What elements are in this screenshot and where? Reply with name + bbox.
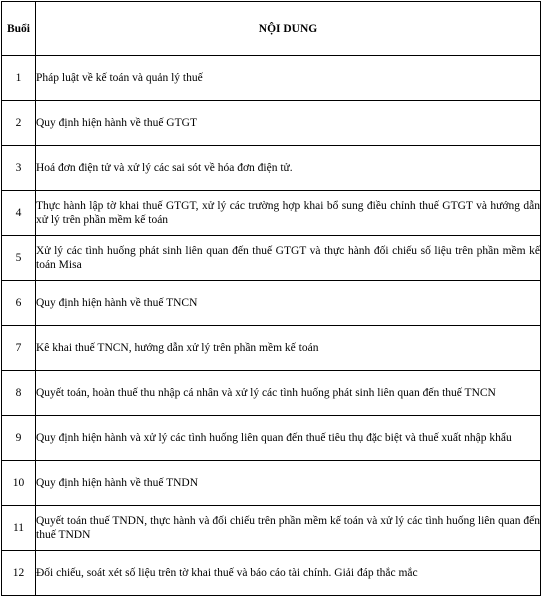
session-content: Đối chiếu, soát xét số liệu trên tờ khai thuế và báo cáo tài chính. Giải đáp thắc mắc — [36, 551, 541, 596]
table-row — [2, 461, 541, 506]
session-content: Pháp luật về kế toán và quản lý thuế — [36, 56, 541, 101]
session-number: 3 — [2, 146, 36, 191]
session-number: 11 — [2, 506, 36, 551]
table-row — [2, 416, 541, 461]
session-content: Quy định hiện hành và xử lý các tình huống liên quan đến thuế tiêu thụ đặc biệt và thuế xuất nhập khẩu — [36, 416, 541, 461]
session-number: 10 — [2, 461, 36, 506]
table-row — [2, 146, 541, 191]
session-number: 5 — [2, 236, 36, 281]
session-number: 8 — [2, 371, 36, 416]
header-session: Buổi — [2, 2, 36, 56]
table-row — [2, 371, 541, 416]
header-content: NỘI DUNG — [36, 2, 541, 56]
table-row — [2, 56, 541, 101]
session-content: Xử lý các tình huống phát sinh liên quan đến thuế GTGT và thực hành đối chiếu số liệu trên phần mềm kế toán Misa — [36, 236, 541, 281]
session-number: 1 — [2, 56, 36, 101]
table-row — [2, 236, 541, 281]
session-content: Quy định hiện hành về thuế GTGT — [36, 101, 541, 146]
table-row — [2, 281, 541, 326]
session-number: 12 — [2, 551, 36, 596]
table-row — [2, 326, 541, 371]
session-content: Quy định hiện hành về thuế TNDN — [36, 461, 541, 506]
session-number: 6 — [2, 281, 36, 326]
session-number: 7 — [2, 326, 36, 371]
session-content: Thực hành lập tờ khai thuế GTGT, xử lý các trường hợp khai bổ sung điều chỉnh thuế GTGT và hướng dẫn xử lý trên phần mềm kế toán — [36, 191, 541, 236]
session-number: 4 — [2, 191, 36, 236]
session-content: Hoá đơn điện tử và xử lý các sai sót về hóa đơn điện tử. — [36, 146, 541, 191]
session-content: Quyết toán thuế TNDN, thực hành và đối chiếu trên phần mềm kế toán và xử lý các tình huống liên quan đến thuế TNDN — [36, 506, 541, 551]
session-content: Quyết toán, hoàn thuế thu nhập cá nhân và xử lý các tình huống phát sinh liên quan đến thuế TNCN — [36, 371, 541, 416]
session-number: 9 — [2, 416, 36, 461]
session-number: 2 — [2, 101, 36, 146]
session-content: Quy định hiện hành về thuế TNCN — [36, 281, 541, 326]
table-row — [2, 101, 541, 146]
table-row — [2, 506, 541, 551]
session-content: Kê khai thuế TNCN, hướng dẫn xử lý trên phần mềm kế toán — [36, 326, 541, 371]
table-header-row — [2, 2, 541, 56]
table-row — [2, 191, 541, 236]
table-row — [2, 551, 541, 596]
course-schedule-table — [1, 1, 541, 596]
